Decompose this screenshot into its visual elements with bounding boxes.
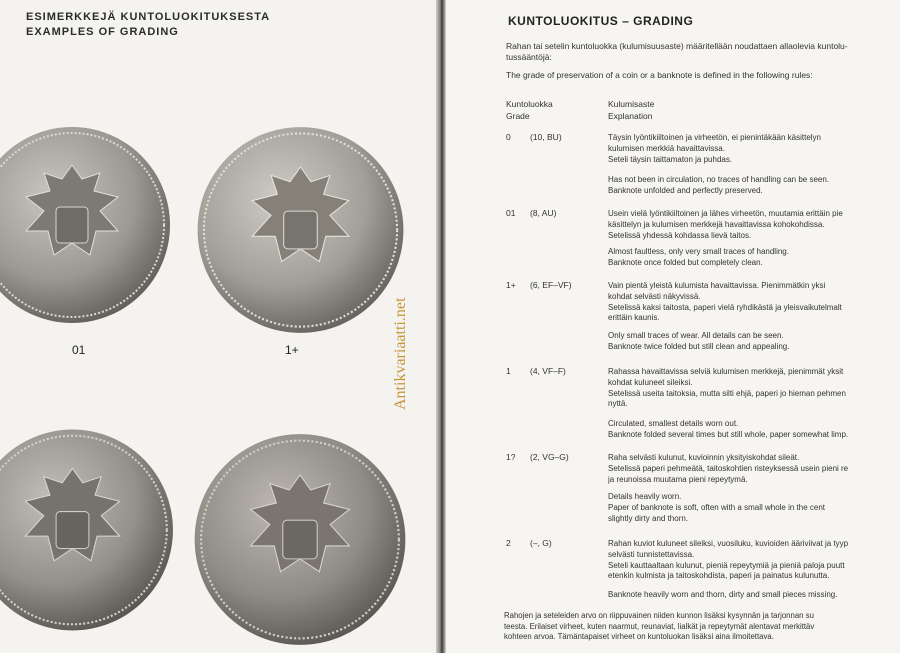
intro-finnish: Rahan tai setelin kuntoluokka (kulumisuusaste) määritellään noudattaen allaolevia kuntolu- tussääntöjä: bbox=[506, 41, 848, 62]
grade-value: 1? bbox=[506, 452, 516, 462]
grade-description-en: Almost faultless, only very small traces of handling. Banknote once folded but completely clean. bbox=[608, 247, 789, 267]
coin-image-bottom-left bbox=[0, 425, 175, 635]
col-expl-en: Explanation bbox=[608, 111, 653, 121]
grade-description-en: Details heavily worn. Paper of banknote is soft, often with a small whole in the cent slightly dirty and thorn. bbox=[608, 492, 826, 523]
grade-value: 01 bbox=[506, 208, 516, 218]
grade-code: (2, VG–G) bbox=[530, 452, 569, 462]
grade-description-en: Only small traces of wear. All details can be seen. Banknote twice folded but still clean and appealing. bbox=[608, 331, 790, 351]
heading-finnish: ESIMERKKEJÄ KUNTOLUOKITUKSESTA bbox=[26, 11, 271, 23]
column-header-explanation bbox=[608, 98, 654, 122]
grade-description-en: Has not been in circulation, no traces of handling can be seen. Banknote unfolded and perfectly preserved. bbox=[608, 175, 830, 195]
grade-description-fi: Usein vielä lyöntikiiltoinen ja lähes virheetön, muutamia erittäin pie käsittelyn ja kulumisen merkkejä havaittavissa kohokohdissa. Setelissä yhdessä kohdassa lievä taitos. bbox=[608, 209, 843, 240]
coin-label-01: 01 bbox=[72, 343, 86, 357]
watermark bbox=[384, 250, 414, 420]
intro-english: The grade of preservation of a coin or a banknote is defined in the following rules: bbox=[506, 70, 813, 80]
page-title: KUNTOLUOKITUS – GRADING bbox=[508, 14, 694, 28]
grade-value: 1+ bbox=[506, 280, 516, 290]
footer-note: Rahojen ja seteleiden arvo on riippuvainen niiden kunnon lisäksi kysynnän ja tarjonnan su teesta. Erilaiset virheet, kuten naarmut, reunaviat, lialkät ja repeytymät alentavat merkittäv kohteen arvoa. Tämäntapaiset virheet on kuntoluokan lisäksi aina ilmoitettava. bbox=[504, 611, 815, 641]
grade-description-en: Circulated, smallest details worn out. Banknote folded several times but still whole, paper somewhat limp. bbox=[608, 419, 849, 439]
grade-description-fi: Täysin lyöntikiiltoinen ja virheetön, ei pienintäkään käsittelyn kulumisen merkkiä havaittavissa. Seteli täysin taittamaton ja puhdas. bbox=[608, 133, 822, 164]
coin-label-1plus: 1+ bbox=[285, 343, 299, 357]
grade-description-fi: Rahassa havaittavissa selviä kulumisen merkkejä, pienimmät yksit kohdat kuluneet sileiksi. Setelissä useita taitoksia, mutta silti ehjä, paperi jo hieman pehmen nyttä. bbox=[608, 367, 846, 409]
col-grade-en: Grade bbox=[506, 111, 530, 121]
coin-image-bottom-right bbox=[190, 432, 410, 647]
grade-description-fi: Rahan kuviot kuluneet sileiksi, vuosiluku, kuvioiden ääriviivat ja tyyp selvästi tunnistettavissa. Seteli kauttaaltaan kulunut, pieniä repeytymiä ja pieniä paloja puutt etenkin kulmista ja taitoskohdista, paperi ja painatus kulunutta. bbox=[608, 539, 849, 581]
column-header-grade bbox=[506, 98, 553, 122]
book-gutter bbox=[436, 0, 446, 653]
grade-description-en: Banknote heavily worn and thorn, dirty and small pieces missing. bbox=[608, 590, 838, 599]
coin-image-top-right bbox=[193, 125, 408, 335]
left-heading bbox=[26, 10, 270, 40]
grade-description-fi: Vain pientä yleistä kulumista havaittavissa. Pienimmätkin yksi kohdat selvästi näkyvissä. Setelissä kaksi taitosta, paperi vielä ryhdikästä ja yleisvaikutelmalt erittäin kaunis. bbox=[608, 281, 842, 323]
grade-code: (8, AU) bbox=[530, 208, 557, 218]
coin-image-top-left bbox=[0, 125, 172, 325]
heading-english: EXAMPLES OF GRADING bbox=[26, 26, 179, 38]
left-page bbox=[0, 0, 436, 653]
grade-code: (4, VF–F) bbox=[530, 366, 566, 376]
col-grade-fi: Kuntoluokka bbox=[506, 99, 553, 109]
col-expl-fi: Kulumisaste bbox=[608, 99, 655, 109]
grade-code: (6, EF–VF) bbox=[530, 280, 572, 290]
grade-value: 2 bbox=[506, 538, 511, 548]
grade-value: 0 bbox=[506, 132, 511, 142]
grade-code: (10, BU) bbox=[530, 132, 562, 142]
right-page bbox=[446, 0, 900, 653]
grade-description-fi: Raha selvästi kulunut, kuvioinnin yksityiskohdat sileät. Setelissä paperi pehmeätä, taitoskohtien risteyksessä usein pieni re ja reunoissa muutama pieni repeytymä. bbox=[608, 453, 849, 484]
grade-code: (–, G) bbox=[530, 538, 552, 548]
grade-value: 1 bbox=[506, 366, 511, 376]
watermark-text: Antikvariaatti.net bbox=[392, 297, 409, 410]
